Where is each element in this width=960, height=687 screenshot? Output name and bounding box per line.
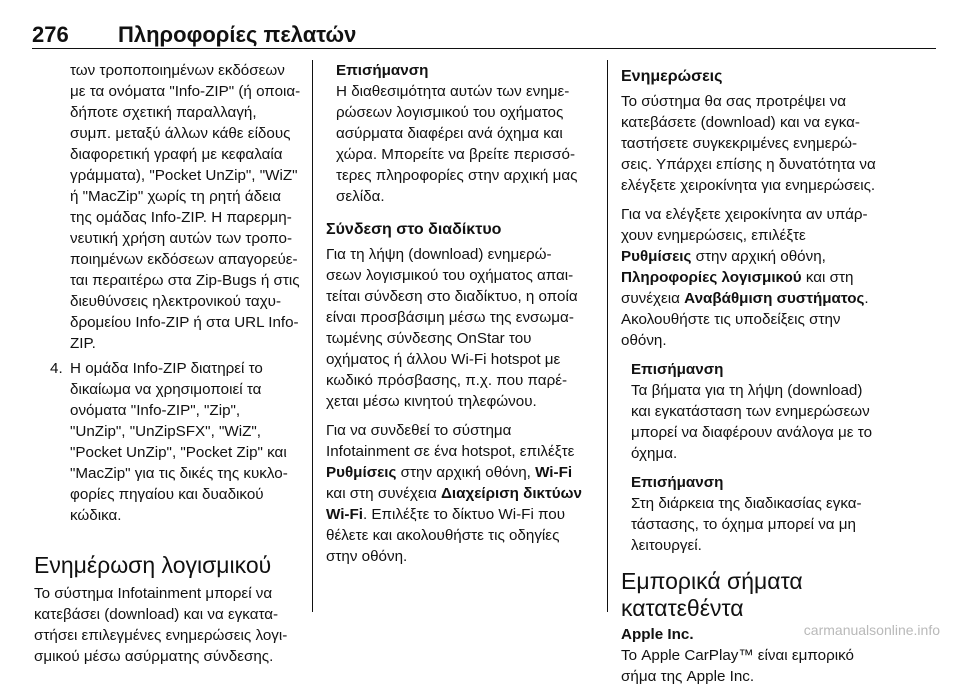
heading-line: Εμπορικά σήματα — [621, 568, 803, 594]
text-line: γράμματα), "Pocket UnZip", "WiZ" — [70, 167, 298, 184]
text-line: κώδικα. — [70, 507, 122, 524]
text-line: κατεβάσετε (download) και να εγκα- — [621, 114, 860, 131]
text-line — [326, 462, 594, 483]
text-line: Η διαθεσιμότητα αυτών των ενημε- — [336, 83, 570, 100]
text-line: λειτουργεί. — [631, 537, 702, 554]
text-line: ται περαιτέρω στα Zip-Bugs ή στις — [70, 272, 300, 289]
text-line: ποιημένων εκδόσεων απαγορεύε- — [70, 251, 298, 268]
section-heading: Ενημερώσεις — [621, 68, 723, 85]
text-line: τερες πληροφορίες στην αρχική μας — [336, 167, 578, 184]
watermark: carmanualsonline.info — [803, 622, 940, 638]
paragraph — [621, 91, 897, 196]
page-title: Πληροφορίες πελατών — [118, 22, 357, 47]
text-run: στην αρχική οθόνη, — [396, 464, 536, 481]
text-line: μπορεί να διαφέρουν ανάλογα με το — [631, 424, 873, 441]
text-line: δρομείου Info-ZIP ή στα URL Info- — [70, 314, 299, 331]
text-line: διευθύνσεις ηλεκτρονικού ταχυ- — [70, 293, 282, 310]
text-run: . — [864, 290, 869, 307]
header-rule — [32, 48, 936, 49]
ui-term: Ρυθμίσεις — [621, 248, 692, 265]
text-line: Τα βήματα για τη λήψη (download) — [631, 382, 863, 399]
column-3 — [621, 60, 897, 687]
text-line: σήμα της Apple Inc. — [621, 668, 755, 685]
text-line: όχημα. — [631, 445, 678, 462]
page-header — [32, 22, 936, 48]
note-label: Επισήμανση — [336, 62, 429, 79]
note-label: Επισήμανση — [631, 474, 724, 491]
ui-term: Διαχείριση δικτύων — [440, 485, 582, 502]
text-line: ή "MacZip" χωρίς τη ρητή άδεια — [70, 188, 282, 205]
text-line: τωμένης σύνδεσης OnStar του — [326, 330, 532, 347]
text-line: χώρα. Μπορείτε να βρείτε περισσό- — [336, 146, 576, 163]
note-box — [621, 359, 897, 464]
text-line: ονόματα "Info-ZIP", "Zip", — [70, 402, 241, 419]
text-run: στην αρχική οθόνη, — [691, 248, 826, 265]
paragraph — [326, 420, 594, 567]
text-line: της ομάδας Info-ZIP. Η παρερμη- — [70, 209, 292, 226]
text-line: "MacZip" για τις δικές της κυκλο- — [70, 465, 288, 482]
subheading: Apple Inc. — [621, 626, 694, 643]
ui-term: Ρυθμίσεις — [326, 464, 397, 481]
text-line: είναι προσβάσιμη μέσω της ενσωμα- — [326, 309, 574, 326]
ui-term: Πληροφορίες λογισμικού — [621, 269, 802, 286]
text-line: Ακολουθήστε τις υποδείξεις στην — [621, 311, 841, 328]
text-line: δικαίωμα να χρησιμοποιεί τα — [70, 381, 262, 398]
text-line: Για τη λήψη (download) ενημερώ- — [326, 246, 552, 263]
section-body — [34, 583, 302, 667]
text-run: και στη — [801, 269, 854, 286]
text-line — [621, 267, 897, 288]
list-number: 4. — [50, 360, 63, 377]
text-line: διαφορετική γραφή με κεφαλαία — [70, 146, 283, 163]
section-heading — [621, 568, 897, 622]
text-line: σμικού μέσω ασύρματης σύνδεσης. — [34, 648, 274, 665]
text-line: Για να ελέγξετε χειροκίνητα αν υπάρ- — [621, 206, 868, 223]
ui-term: Wi-Fi — [326, 506, 363, 523]
page-number: 276 — [32, 22, 69, 47]
text-line: τείται σύνδεση στο διαδίκτυο, η οποία — [326, 288, 578, 305]
paragraph — [326, 244, 594, 412]
text-line: "UnZip", "UnZipSFX", "WiZ", — [70, 423, 261, 440]
text-line: ελέγξετε χειροκίνητα για ενημερώσεις. — [621, 177, 876, 194]
text-line: Το Apple CarPlay™ είναι εμπορικό — [621, 647, 854, 664]
text-line — [621, 246, 897, 267]
text-line: με τα ονόματα "Info-ZIP" (ή οποια- — [70, 83, 301, 100]
text-line: χεται μέσω κινητού τηλεφώνου. — [326, 393, 537, 410]
text-line: Για να συνδεθεί το σύστημα — [326, 422, 512, 439]
text-line: συμπ. μεταξύ άλλων κάθε είδους — [70, 125, 291, 142]
column-1 — [34, 60, 302, 667]
section-heading: Ενημέρωση λογισμικού — [34, 552, 272, 578]
continued-text — [34, 60, 302, 354]
text-line: οθόνη. — [621, 332, 667, 349]
text-line: ρώσεων λογισμικού του οχήματος — [336, 104, 564, 121]
note-box — [326, 60, 594, 207]
text-run: συνέχεια — [621, 290, 685, 307]
text-line — [326, 504, 594, 525]
text-line: νευτική χρήση αυτών των τροπο- — [70, 230, 293, 247]
text-line: στην οθόνη. — [326, 548, 408, 565]
text-line: θέλετε και ακολουθήστε τις οδηγίες — [326, 527, 560, 544]
text-line: τάστασης, το όχημα μπορεί να μη — [631, 516, 856, 533]
text-line: χουν ενημερώσεις, επιλέξτε — [621, 227, 806, 244]
text-line: σελίδα. — [336, 188, 385, 205]
text-line: "Pocket UnZip", "Pocket Zip" και — [70, 444, 287, 461]
text-line: στήσει επιλεγμένες ενημερώσεις λογι- — [34, 627, 288, 644]
text-line: σεων λογισμικού του οχήματος απαι- — [326, 267, 574, 284]
text-run: και στη συνέχεια — [326, 485, 441, 502]
text-line: σεις. Υπάρχει επίσης η δυνατότητα να — [621, 156, 876, 173]
heading-line: κατατεθέντα — [621, 595, 744, 621]
column-2 — [326, 60, 594, 567]
section-heading: Σύνδεση στο διαδίκτυο — [326, 221, 502, 238]
text-line: δήποτε σχετική παραλλαγή, — [70, 104, 257, 121]
text-line: Το σύστημα Infotainment μπορεί να — [34, 585, 273, 602]
ui-term: Wi-Fi — [535, 464, 573, 481]
text-line: κατεβάσει (download) και να εγκατα- — [34, 606, 279, 623]
text-line: και εγκατάσταση των ενημερώσεων — [631, 403, 870, 420]
text-line — [621, 288, 897, 309]
text-line: Στη διάρκεια της διαδικασίας εγκα- — [631, 495, 862, 512]
text-line: οχήματος ή άλλου Wi-Fi hotspot με — [326, 351, 561, 368]
note-label: Επισήμανση — [631, 361, 724, 378]
text-line: Infotainment σε ένα hotspot, επιλέξτε — [326, 443, 575, 460]
text-run: . Επιλέξτε το δίκτυο Wi-Fi που — [362, 506, 566, 523]
text-line: των τροποποιημένων εκδόσεων — [70, 62, 285, 79]
column-divider-2 — [607, 60, 608, 612]
text-line: ασύρματα διαφέρει ανά όχημα και — [336, 125, 563, 142]
note-box — [621, 472, 897, 556]
text-line: Το σύστημα θα σας προτρέψει να — [621, 93, 846, 110]
text-line: Η ομάδα Info-ZIP διατηρεί το — [70, 360, 263, 377]
paragraph — [621, 204, 897, 351]
text-line — [326, 483, 594, 504]
list-item-4 — [34, 358, 302, 526]
text-line: ταστήσετε συγκεκριμένες ενημερώ- — [621, 135, 858, 152]
column-divider-1 — [312, 60, 313, 612]
text-line: κωδικό πρόσβασης, π.χ. που παρέ- — [326, 372, 568, 389]
text-line: φορίες πηγαίου και δυαδικού — [70, 486, 264, 503]
ui-term: Αναβάθμιση συστήματος — [684, 290, 865, 307]
text-line: ZIP. — [70, 335, 96, 352]
